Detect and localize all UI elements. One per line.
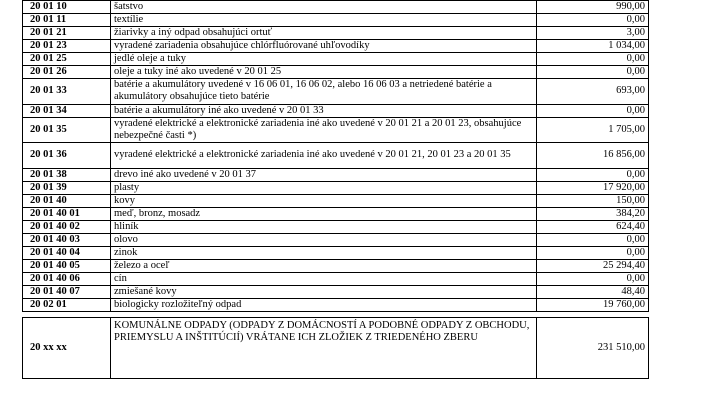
- table-row: [23, 117, 649, 143]
- waste-amount: 17 920,00: [537, 181, 649, 194]
- waste-code: 20 01 40 02: [23, 220, 111, 233]
- waste-code: 20 01 35: [23, 117, 111, 143]
- waste-code: 20 01 40 01: [23, 207, 111, 220]
- waste-amount: 0,00: [537, 53, 649, 66]
- waste-code: 20 01 40 07: [23, 285, 111, 298]
- waste-description: vyradené elektrické a elektronické zariadenia iné ako uvedené v 20 01 21 a 20 01 23, obsahujúce nebezpečné časti *): [111, 117, 537, 143]
- table-row: [23, 207, 649, 220]
- waste-amount: 150,00: [537, 194, 649, 207]
- waste-amount: 0,00: [537, 233, 649, 246]
- waste-description: batérie a akumulátory iné ako uvedené v 20 01 33: [111, 104, 537, 117]
- waste-report-page: [22, 0, 648, 379]
- waste-table-body: [23, 1, 649, 312]
- waste-code: 20 01 40: [23, 194, 111, 207]
- waste-description: zmiešané kovy: [111, 285, 537, 298]
- waste-code: 20 01 40 06: [23, 272, 111, 285]
- total-amount: 231 510,00: [537, 317, 649, 378]
- waste-description: železo a oceľ: [111, 259, 537, 272]
- waste-description: hliník: [111, 220, 537, 233]
- waste-code: 20 01 10: [23, 1, 111, 14]
- table-row: [23, 168, 649, 181]
- waste-description: vyradené elektrické a elektronické zariadenia iné ako uvedené v 20 01 21, 20 01 23 a 20 01 35: [111, 143, 537, 169]
- waste-description: biologicky rozložiteľný odpad: [111, 298, 537, 311]
- table-row: [23, 40, 649, 53]
- waste-description: textílie: [111, 14, 537, 27]
- waste-amount: 0,00: [537, 272, 649, 285]
- waste-description: kovy: [111, 194, 537, 207]
- table-row: [23, 143, 649, 169]
- waste-description: batérie a akumulátory uvedené v 16 06 01, 16 06 02, alebo 16 06 03 a netriedené batérie a akumulátory obsahujúce tieto batérie: [111, 79, 537, 105]
- waste-amount: 19 760,00: [537, 298, 649, 311]
- waste-description: olovo: [111, 233, 537, 246]
- waste-amount: 16 856,00: [537, 143, 649, 169]
- waste-description: meď, bronz, mosadz: [111, 207, 537, 220]
- waste-description: plasty: [111, 181, 537, 194]
- waste-description: šatstvo: [111, 1, 537, 14]
- waste-amount: 0,00: [537, 104, 649, 117]
- waste-description: zinok: [111, 246, 537, 259]
- table-row: [23, 285, 649, 298]
- waste-amount: 0,00: [537, 246, 649, 259]
- table-row: [23, 181, 649, 194]
- waste-code: 20 01 40 04: [23, 246, 111, 259]
- table-row: [23, 1, 649, 14]
- table-row: [23, 66, 649, 79]
- waste-code: 20 01 33: [23, 79, 111, 105]
- waste-amount: 25 294,40: [537, 259, 649, 272]
- waste-amount: 48,40: [537, 285, 649, 298]
- waste-code: 20 01 40 03: [23, 233, 111, 246]
- table-row: [23, 27, 649, 40]
- total-table: [22, 317, 649, 379]
- table-row: [23, 14, 649, 27]
- waste-code: 20 01 25: [23, 53, 111, 66]
- table-row: [23, 79, 649, 105]
- waste-code: 20 02 01: [23, 298, 111, 311]
- waste-amount: 3,00: [537, 27, 649, 40]
- waste-code: 20 01 39: [23, 181, 111, 194]
- waste-amount: 1 034,00: [537, 40, 649, 53]
- table-row: [23, 220, 649, 233]
- table-row: [23, 104, 649, 117]
- waste-amount: 693,00: [537, 79, 649, 105]
- table-row: [23, 246, 649, 259]
- waste-amount: 0,00: [537, 168, 649, 181]
- waste-table: [22, 0, 649, 312]
- waste-amount: 0,00: [537, 14, 649, 27]
- waste-amount: 0,00: [537, 66, 649, 79]
- waste-description: vyradené zariadenia obsahujúce chlórfluórované uhľovodíky: [111, 40, 537, 53]
- waste-description: oleje a tuky iné ako uvedené v 20 01 25: [111, 66, 537, 79]
- waste-code: 20 01 34: [23, 104, 111, 117]
- table-row: [23, 233, 649, 246]
- waste-code: 20 01 40 05: [23, 259, 111, 272]
- total-row: [23, 317, 649, 378]
- waste-code: 20 01 21: [23, 27, 111, 40]
- table-row: [23, 298, 649, 311]
- waste-code: 20 01 11: [23, 14, 111, 27]
- table-row: [23, 194, 649, 207]
- waste-description: jedlé oleje a tuky: [111, 53, 537, 66]
- waste-description: drevo iné ako uvedené v 20 01 37: [111, 168, 537, 181]
- total-description: KOMUNÁLNE ODPADY (ODPADY Z DOMÁCNOSTÍ A PODOBNÉ ODPADY Z OBCHODU, PRIEMYSLU A INŠTITÚCIÍ) VRÁTANE ICH ZLOŽIEK Z TRIEDENÉHO ZBERU: [111, 317, 537, 378]
- waste-description: cín: [111, 272, 537, 285]
- waste-amount: 624,40: [537, 220, 649, 233]
- waste-code: 20 01 26: [23, 66, 111, 79]
- waste-code: 20 01 38: [23, 168, 111, 181]
- table-row: [23, 272, 649, 285]
- waste-description: žiarivky a iný odpad obsahujúci ortuť: [111, 27, 537, 40]
- waste-amount: 990,00: [537, 1, 649, 14]
- waste-code: 20 01 23: [23, 40, 111, 53]
- table-row: [23, 259, 649, 272]
- waste-amount: 384,20: [537, 207, 649, 220]
- table-row: [23, 53, 649, 66]
- waste-code: 20 01 36: [23, 143, 111, 169]
- total-code: 20 xx xx: [23, 317, 111, 378]
- waste-amount: 1 705,00: [537, 117, 649, 143]
